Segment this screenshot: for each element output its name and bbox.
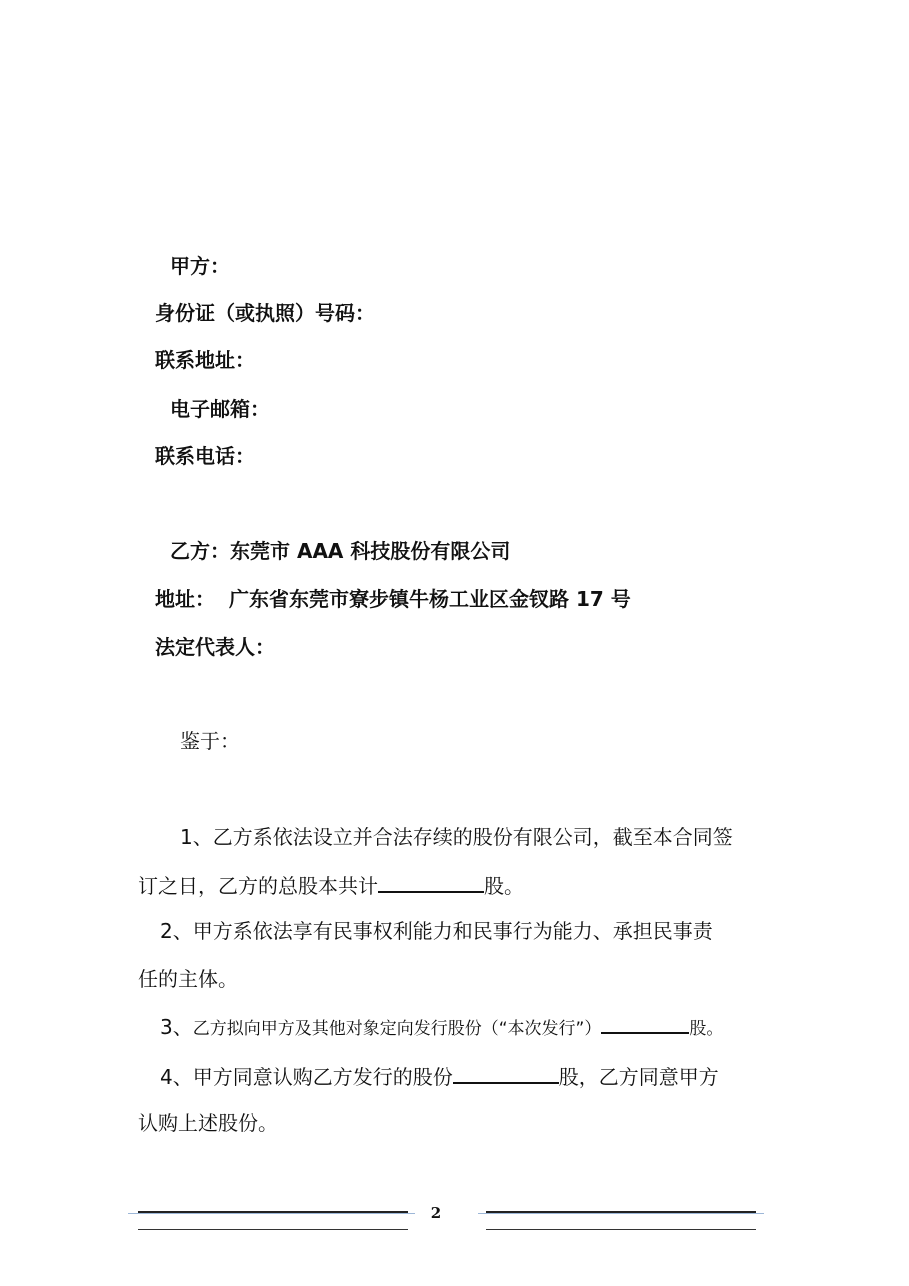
- clause-1-line-2: [138, 871, 524, 899]
- clause-4-line-2: 认购上述股份。: [138, 1111, 278, 1135]
- footer-rule-right-top: [486, 1211, 756, 1213]
- party-b-address-label: 地址：: [155, 587, 215, 611]
- clause-1-line-1: 1、乙方系依法设立并合法存续的股份有限公司，截至本合同签: [180, 825, 733, 849]
- clause-4-line-1: [160, 1062, 719, 1090]
- clause-2-line-2: 任的主体。: [138, 967, 238, 991]
- clause-3-line: [160, 1014, 723, 1042]
- share-count-blank: [378, 871, 484, 893]
- whereas-heading: 鉴于：: [180, 729, 240, 753]
- issue-count-blank: [601, 1015, 689, 1034]
- party-a-email-label: 电子邮箱：: [170, 397, 270, 421]
- footer-rule-right-bottom: [486, 1229, 756, 1230]
- footer-rule-right-accent: [478, 1213, 764, 1214]
- party-b-label: 乙方：东莞市 AAA 科技股份有限公司: [170, 539, 511, 563]
- footer-rule-left-bottom: [138, 1229, 408, 1230]
- clause-3-text-a: 乙方拟向甲方及其他对象定向发行股份（“本次发行”）: [192, 1019, 602, 1039]
- clause-1-text-a: 订之日，乙方的总股本共计: [138, 874, 378, 898]
- clause-4-text-b: 股，乙方同意甲方: [558, 1065, 719, 1089]
- party-a-address-label: 联系地址：: [155, 348, 255, 372]
- footer-rule-left-top: [138, 1211, 408, 1213]
- clause-3-text-b: 股。: [689, 1019, 724, 1039]
- page-number: 2: [430, 1204, 442, 1222]
- party-b-address: [155, 586, 631, 612]
- footer-rule-left-accent: [128, 1213, 415, 1214]
- party-a-id-label: 身份证（或执照）号码：: [155, 301, 375, 325]
- party-b-rep-label: 法定代表人：: [155, 635, 275, 659]
- clause-4-text-a: 4、甲方同意认购乙方发行的股份: [160, 1065, 453, 1089]
- party-b-address-value: 广东省东莞市寮步镇牛杨工业区金钗路 17 号: [229, 587, 631, 611]
- party-a-phone-label: 联系电话：: [155, 444, 255, 468]
- clause-2-line-1: 2、甲方系依法享有民事权利能力和民事行为能力、承担民事责: [160, 919, 713, 943]
- subscribe-count-blank: [453, 1062, 559, 1084]
- party-a-label: 甲方：: [170, 254, 230, 278]
- clause-3-number: 3、: [160, 1015, 193, 1039]
- clause-1-text-b: 股。: [484, 874, 524, 898]
